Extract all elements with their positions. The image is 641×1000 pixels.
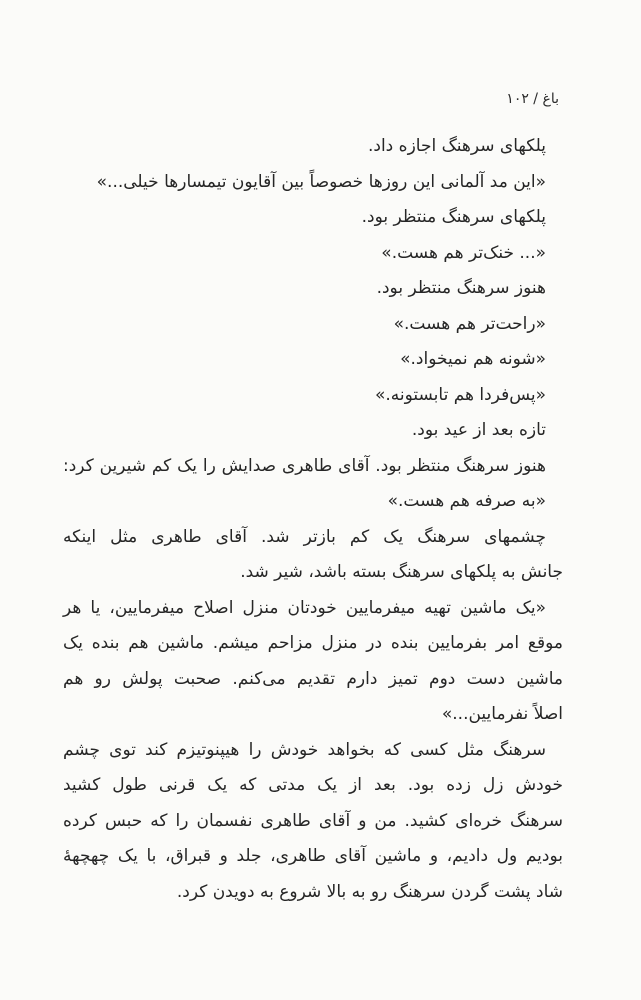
text-line: «این مد آلمانی این روزها خصوصاً بین آقایون تیمسارها خیلی...» [96,171,546,192]
text-line: شاد پشت گردن سرهنگ رو به بالا شروع به دویدن کرد. [176,881,563,902]
text-line: «پس‌فردا هم تابستونه.» [374,384,546,405]
text-line: چشمهای سرهنگ یک کم بازتر شد. آقای طاهری مثل اینکه [63,526,546,547]
text-line: هنوز سرهنگ منتظر بود. [376,278,546,298]
text-line: بودیم ول دادیم، و ماشین آقای طاهری، جلد و قبراق، با یک چهچهۀ [63,846,563,866]
text-line: خودش زل زده بود. بعد از یک مدتی که یک قرنی طول کشید [63,775,563,795]
text-line: «به صرفه هم هست.» [387,491,546,511]
text-block [63,129,563,910]
text-line: «راحت‌تر هم هست.» [393,313,546,334]
text-line: هنوز سرهنگ منتظر بود. آقای طاهری صدایش را یک کم شیرین کرد: [63,455,546,476]
text-line: سرهنگ مثل کسی که بخواهد خودش را هیپنوتیزم کند توی چشم [63,739,546,760]
text-line: ماشین دست دوم تمیز دارم تقدیم می‌کنم. صحبت پولش رو هم [63,668,563,689]
text-line: «... خنک‌تر هم هست.» [381,242,546,263]
text-line: اصلاً نفرمایین...» [441,704,563,724]
text-line: «شونه هم نمیخواد.» [400,349,546,369]
text-line: جانش به پلکهای سرهنگ بسته باشد، شیر شد. [240,562,563,582]
text-line: سرهنگ خره‌ای کشید. من و آقای طاهری نفسمان را که حبس کرده [63,810,563,831]
text-line: پلکهای سرهنگ اجازه داد. [367,136,546,156]
text-line: تازه بعد از عید بود. [411,420,546,440]
text-line: «یک ماشین تهیه میفرمایین خودتان منزل اصلاح میفرمایین، یا هر [63,597,546,618]
text-line: پلکهای سرهنگ منتظر بود. [361,207,546,227]
text-line: موقع امر بفرمایین بنده در منزل مزاحم میشم. ماشین هم بنده یک [63,633,563,653]
running-head: باغ / ۱۰۲ [506,91,559,107]
